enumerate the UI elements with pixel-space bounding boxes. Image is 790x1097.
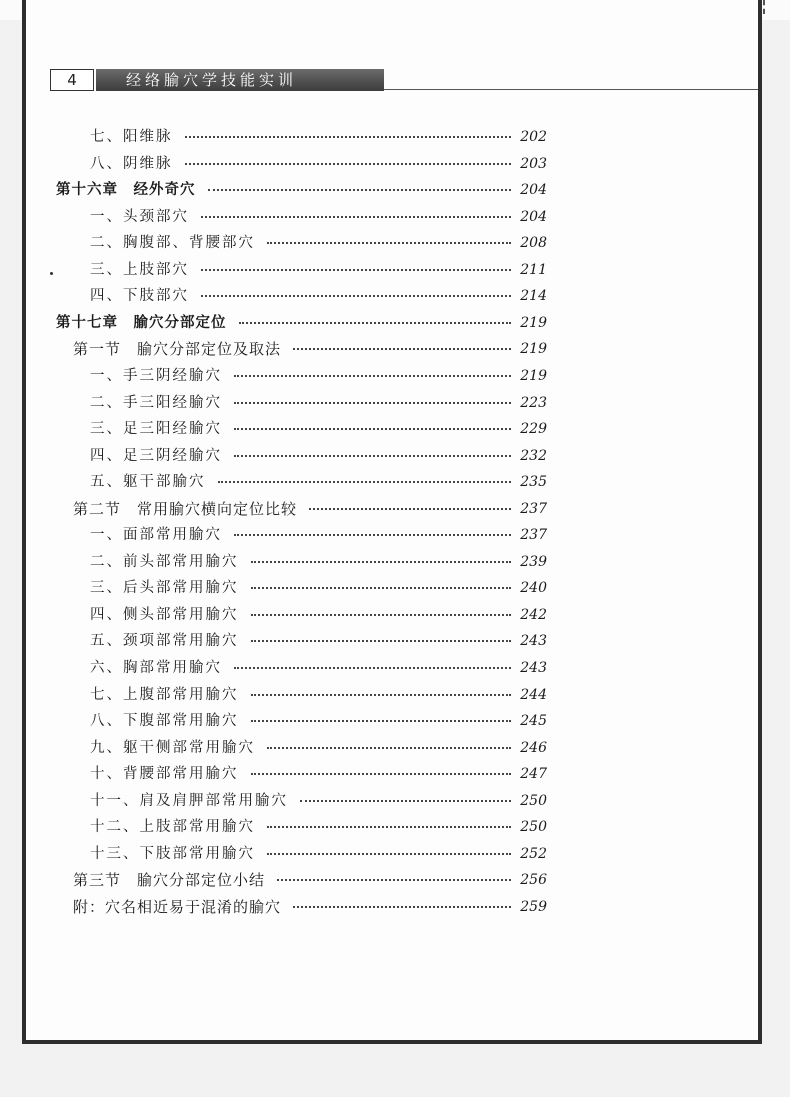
toc-row (26, 497, 758, 521)
toc-leader-dots (300, 800, 511, 802)
toc-row (26, 736, 758, 760)
toc-row (26, 364, 758, 388)
toc-row (26, 629, 758, 653)
toc-leader-dots (267, 853, 511, 855)
toc-leader-dots (234, 402, 511, 404)
toc-entry-label: 十一、肩及肩胛部常用腧穴 (90, 792, 288, 809)
toc-page-number: 204 (520, 182, 547, 199)
toc-entry-label: 四、足三阴经腧穴 (90, 447, 222, 464)
toc-entry-label: 十二、上肢部常用腧穴 (90, 819, 255, 836)
toc-row (26, 205, 758, 229)
toc-entry-label: 三、足三阳经腧穴 (90, 421, 222, 438)
page-number: 4 (50, 69, 94, 91)
toc-leader-dots (234, 455, 511, 457)
running-header (50, 69, 755, 93)
toc-row (26, 258, 758, 282)
toc-leader-dots (267, 826, 511, 828)
toc-entry-label: 九、躯干侧部常用腧穴 (90, 739, 255, 756)
book-page (26, 0, 758, 1040)
toc-leader-dots (234, 534, 511, 536)
toc-row (26, 895, 758, 919)
toc-entry-label: 第三节 腧穴分部定位小结 (73, 871, 266, 890)
toc-row (26, 152, 758, 176)
toc-entry-label: 一、面部常用腧穴 (90, 527, 222, 544)
toc-page-number: 252 (520, 845, 547, 862)
toc-row (26, 789, 758, 813)
toc-page-number: 244 (520, 686, 547, 703)
toc-row (26, 125, 758, 149)
toc-entry-label: 一、头颈部穴 (90, 208, 189, 225)
toc-leader-dots (251, 587, 511, 589)
toc-row (26, 523, 758, 547)
toc-entry-label: 八、阴维脉 (90, 155, 173, 172)
toc-leader-dots (234, 375, 511, 377)
toc-page-number: 243 (520, 660, 547, 676)
toc-page-number: 250 (520, 792, 547, 809)
toc-entry-label: 五、躯干部腧穴 (90, 474, 206, 491)
toc-entry-label: 七、上腹部常用腧穴 (90, 686, 239, 703)
toc-row (26, 337, 758, 361)
toc-row (26, 656, 758, 680)
toc-entry-label: 三、后头部常用腧穴 (90, 580, 239, 597)
toc-leader-dots (293, 348, 511, 350)
toc-page-number: 203 (520, 155, 547, 172)
toc-row (26, 470, 758, 494)
toc-entry-label: 八、下腹部常用腧穴 (90, 713, 239, 730)
toc-leader-dots (251, 773, 511, 775)
toc-row (26, 444, 758, 468)
toc-page-number: 259 (520, 898, 547, 915)
toc-page-number: 202 (520, 129, 547, 145)
toc-leader-dots (234, 428, 511, 430)
toc-row (26, 842, 758, 866)
book-title: 经络腧穴学技能实训 (96, 69, 384, 91)
toc-leader-dots (251, 561, 511, 563)
toc-entry-label: 附：穴名相近易于混淆的腧穴 (73, 897, 282, 916)
toc-page-number: 242 (520, 606, 547, 623)
toc-entry-label: 第十六章 经外奇穴 (56, 182, 196, 199)
toc-row (26, 550, 758, 574)
toc-page-number: 240 (520, 580, 547, 597)
toc-page-number: 214 (520, 288, 547, 305)
toc-row (26, 709, 758, 733)
toc-entry-label: 十、背腰部常用腧穴 (90, 766, 239, 783)
toc-leader-dots (267, 747, 511, 749)
toc-leader-dots (251, 614, 511, 616)
toc-leader-dots (267, 242, 511, 244)
toc-page-number: 246 (520, 739, 547, 756)
toc-row (26, 284, 758, 308)
toc-page-number: 223 (520, 394, 547, 411)
toc-row (26, 603, 758, 627)
toc-leader-dots (293, 906, 511, 908)
toc-leader-dots (277, 879, 511, 881)
toc-page-number: 237 (520, 527, 547, 544)
toc-entry-label: 六、胸部常用腧穴 (90, 660, 222, 676)
toc-entry-label: 第十七章 腧穴分部定位 (56, 314, 227, 331)
toc-entry-label: 一、手三阴经腧穴 (90, 367, 222, 384)
toc-leader-dots (309, 508, 511, 510)
toc-leader-dots (251, 720, 511, 722)
toc-page-number: 235 (520, 474, 547, 491)
toc-leader-dots (234, 667, 511, 669)
toc-page-number: 211 (520, 261, 547, 278)
toc-entry-label: 四、下肢部穴 (90, 288, 189, 305)
toc-leader-dots (251, 640, 511, 642)
toc-entry-label: 三、上肢部穴 (90, 261, 189, 278)
header-rule (384, 89, 758, 90)
toc-page-number: 232 (520, 447, 547, 464)
toc-leader-dots (201, 269, 511, 271)
toc-leader-dots (239, 322, 511, 324)
toc-entry-label: 二、手三阳经腧穴 (90, 394, 222, 411)
toc-entry-label: 五、颈项部常用腧穴 (90, 633, 239, 650)
toc-row (26, 178, 758, 202)
toc-page-number: 204 (520, 208, 547, 225)
toc-entry-label: 第二节 常用腧穴横向定位比较 (73, 499, 298, 518)
toc-page-number: 250 (520, 819, 547, 836)
toc-entry-label: 十三、下肢部常用腧穴 (90, 845, 255, 862)
toc-page-number: 256 (520, 872, 547, 889)
toc-entry-label: 第一节 腧穴分部定位及取法 (73, 340, 282, 359)
toc-page-number: 239 (520, 553, 547, 570)
toc-page-number: 219 (520, 341, 547, 358)
toc-leader-dots (185, 163, 511, 165)
toc-row (26, 868, 758, 892)
toc-entry-label: 二、胸腹部、背腰部穴 (90, 235, 255, 252)
toc-leader-dots (218, 481, 511, 483)
toc-leader-dots (185, 136, 511, 138)
toc-page-number: 219 (520, 367, 547, 384)
toc-row (26, 576, 758, 600)
toc-entry-label: 四、侧头部常用腧穴 (90, 606, 239, 623)
toc-page-number: 237 (520, 500, 547, 517)
toc-page-number: 219 (520, 314, 547, 331)
toc-entry-label: 七、阳维脉 (90, 129, 173, 145)
toc-row (26, 762, 758, 786)
perforation-right (763, 0, 765, 14)
toc-row (26, 815, 758, 839)
toc-row (26, 391, 758, 415)
toc-row (26, 231, 758, 255)
toc-page-number: 247 (520, 766, 547, 783)
toc-page-number: 243 (520, 633, 547, 650)
toc-row (26, 417, 758, 441)
toc-row (26, 683, 758, 707)
toc-leader-dots (201, 216, 511, 218)
toc-entry-label: 二、前头部常用腧穴 (90, 553, 239, 570)
toc-page-number: 229 (520, 421, 547, 438)
toc-row (26, 311, 758, 335)
toc-leader-dots (251, 694, 511, 696)
toc-page-number: 245 (520, 713, 547, 730)
toc-leader-dots (201, 295, 511, 297)
toc-leader-dots (208, 189, 511, 191)
toc-page-number: 208 (520, 235, 547, 252)
